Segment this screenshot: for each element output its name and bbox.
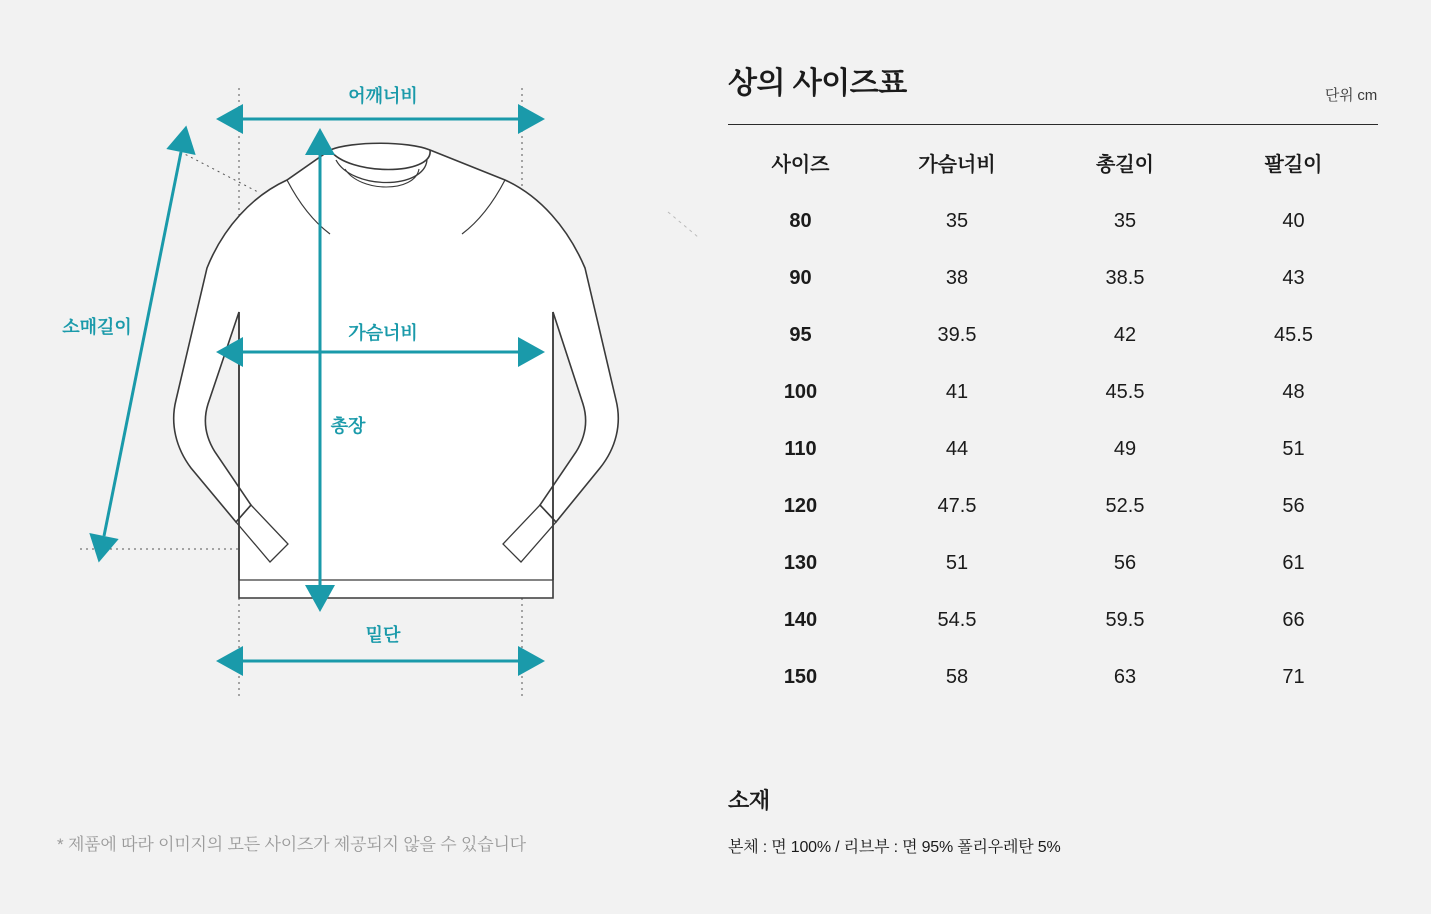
cell-length: 35 — [1113, 210, 1137, 232]
cell-chest: 44 — [945, 438, 969, 460]
cell-length: 56 — [1113, 552, 1137, 574]
cell-chest: 47.5 — [937, 495, 977, 517]
column-header-length: 총길이 — [1041, 125, 1209, 194]
cell-chest: 51 — [945, 552, 969, 574]
cell-sleeve: 56 — [1282, 495, 1305, 517]
garment-outline — [174, 143, 619, 598]
diagram-footnote: * 제품에 따라 이미지의 모든 사이즈가 제공되지 않을 수 있습니다 — [57, 835, 526, 854]
cell-length: 45.5 — [1105, 381, 1145, 403]
cell-sleeve: 71 — [1282, 666, 1305, 688]
column-header-sleeve: 팔길이 — [1209, 125, 1378, 194]
size-table-panel — [700, 0, 1431, 914]
cell-chest: 41 — [945, 381, 969, 403]
table-row — [728, 307, 1378, 364]
table-row — [728, 535, 1378, 592]
cell-sleeve: 66 — [1282, 609, 1305, 631]
cell-length: 42 — [1113, 324, 1137, 346]
cell-sleeve: 45.5 — [1274, 324, 1313, 346]
material-heading: 소재 — [728, 788, 770, 813]
material-description: 본체 : 면 100% / 리브부 : 면 95% 폴리우레탄 5% — [728, 839, 1061, 856]
cell-size: 100 — [783, 381, 818, 403]
cell-size: 90 — [789, 267, 812, 289]
cell-size: 80 — [789, 210, 812, 232]
cell-size: 120 — [783, 495, 818, 517]
table-row — [728, 421, 1378, 478]
cell-chest: 58 — [945, 666, 969, 688]
label-chest-width: 가슴너비 — [348, 323, 418, 343]
label-total-length: 총장 — [330, 416, 366, 436]
page-title: 상의 사이즈표 — [728, 67, 907, 100]
garment-diagram-panel — [0, 0, 700, 914]
cell-sleeve: 40 — [1282, 210, 1305, 232]
label-hem: 밑단 — [365, 625, 401, 645]
cell-length: 63 — [1113, 666, 1137, 688]
table-row — [728, 478, 1378, 535]
cell-sleeve: 43 — [1282, 267, 1305, 289]
cell-chest: 38 — [945, 267, 969, 289]
column-header-size: 사이즈 — [728, 125, 873, 194]
unit-label: 단위 cm — [1324, 87, 1377, 104]
cell-chest: 35 — [945, 210, 969, 232]
cell-size: 150 — [783, 666, 818, 688]
cell-sleeve: 48 — [1282, 381, 1305, 403]
column-header-chest: 가슴너비 — [873, 125, 1041, 194]
table-row — [728, 364, 1378, 421]
label-sleeve-length: 소매길이 — [62, 317, 132, 337]
cell-size: 110 — [784, 438, 817, 460]
table-row — [728, 649, 1378, 706]
cell-size: 140 — [783, 609, 818, 631]
cell-length: 52.5 — [1105, 495, 1145, 517]
cell-size: 130 — [783, 552, 818, 574]
cell-size: 95 — [789, 324, 812, 346]
table-header-row — [728, 125, 1378, 194]
cell-length: 38.5 — [1105, 267, 1145, 289]
garment-diagram-svg — [0, 0, 700, 914]
cell-sleeve: 51 — [1282, 438, 1305, 460]
label-shoulder-width: 어깨너비 — [348, 86, 418, 106]
table-row — [728, 592, 1378, 649]
cell-length: 49 — [1113, 438, 1137, 460]
table-body — [728, 193, 1378, 706]
cell-length: 59.5 — [1105, 609, 1145, 631]
table-row — [728, 250, 1378, 307]
cell-chest: 54.5 — [937, 609, 977, 631]
size-table — [728, 124, 1378, 706]
cell-sleeve: 61 — [1282, 552, 1305, 574]
cell-chest: 39.5 — [937, 324, 977, 346]
table-row — [728, 193, 1378, 250]
